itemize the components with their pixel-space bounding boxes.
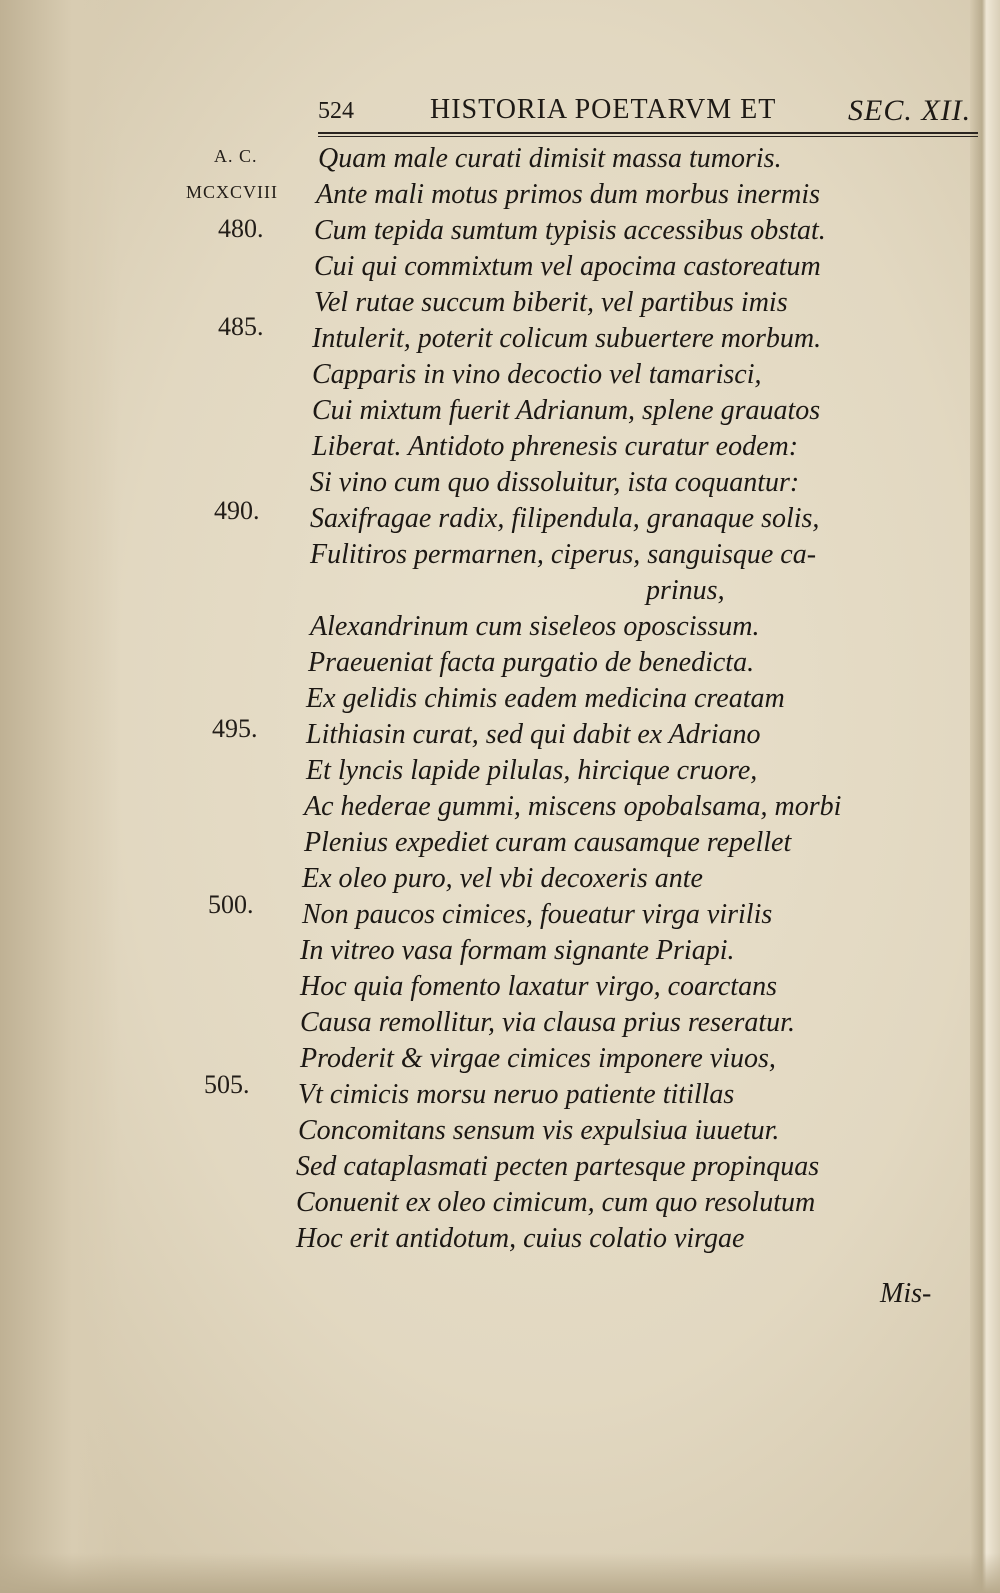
verse-line: Plenius expediet curam causamque repellet (304, 827, 792, 858)
verse-line: Ante mali motus primos dum morbus inermis (316, 179, 821, 210)
catchword: Mis- (880, 1278, 932, 1309)
margin-ac: A. C. (214, 146, 258, 166)
verse-line: Capparis in vino decoctio vel tamarisci, (312, 359, 762, 390)
verse-line: Sed cataplasmati pecten partesque propinquas (296, 1151, 820, 1182)
page-edge (970, 0, 1000, 1593)
line-number: 490. (214, 496, 260, 525)
verse-line: Cum tepida sumtum typisis accessibus obstat. (314, 215, 826, 246)
header-rule-thin (318, 136, 978, 137)
page-bottom-edge (0, 1553, 1000, 1593)
verse-line: Conuenit ex oleo cimicum, cum quo resolutum (296, 1187, 816, 1218)
verse-line: Cui mixtum fuerit Adrianum, splene grauatos (312, 395, 821, 426)
verse-line: Quam male curati dimisit massa tumoris. (318, 143, 782, 174)
verse-line: prinus, (646, 575, 725, 606)
verse-line: Ex oleo puro, vel vbi decoxeris ante (302, 863, 703, 894)
page-number: 524 (318, 98, 354, 124)
section-label: SEC. XII. (848, 94, 972, 127)
verse-line: Vt cimicis morsu neruo patiente titillas (298, 1079, 735, 1110)
line-number: 505. (204, 1070, 250, 1099)
line-number: 480. (218, 214, 264, 243)
verse-line: Praeueniat facta purgatio de benedicta. (308, 647, 755, 678)
verse-line: Fulitiros permarnen, ciperus, sanguisque ca- (310, 539, 817, 570)
verse-line: Hoc erit antidotum, cuius colatio virgae (296, 1223, 745, 1254)
page-gutter (0, 0, 120, 1593)
verse-line: Saxifragae radix, filipendula, granaque solis, (310, 503, 820, 534)
line-number: 485. (218, 312, 264, 341)
verse-line: Cui qui commixtum vel apocima castoreatum (314, 251, 821, 282)
verse-line: Non paucos cimices, foueatur virga virilis (302, 899, 773, 930)
verse-line: In vitreo vasa formam signante Priapi. (300, 935, 735, 966)
margin-year: MCXCVIII (186, 182, 278, 202)
verse-line: Alexandrinum cum siseleos oposcissum. (310, 611, 760, 642)
verse-line: Si vino cum quo dissoluitur, ista coquantur: (310, 467, 800, 498)
line-number: 500. (208, 890, 254, 919)
verse-line: Causa remollitur, via clausa prius reseratur. (300, 1007, 795, 1038)
verse-line: Ex gelidis chimis eadem medicina creatam (306, 683, 785, 714)
verse-line: Et lyncis lapide pilulas, hircique cruore, (306, 755, 758, 786)
verse-line: Concomitans sensum vis expulsiua iuuetur. (298, 1115, 780, 1146)
line-number: 495. (212, 714, 258, 743)
verse-line: Hoc quia fomento laxatur virgo, coarctans (300, 971, 777, 1002)
verse-line: Vel rutae succum biberit, vel partibus imis (314, 287, 788, 318)
verse-line: Proderit & virgae cimices imponere viuos, (300, 1043, 776, 1074)
running-header (318, 92, 973, 132)
verse-line: Liberat. Antidoto phrenesis curatur eodem: (312, 431, 799, 462)
verse-line: Intulerit, poterit colicum subuertere morbum. (312, 323, 822, 354)
running-title: HISTORIA POETARVM ET (430, 94, 777, 125)
verse-line: Lithiasin curat, sed qui dabit ex Adriano (306, 719, 761, 750)
header-rule (318, 132, 978, 134)
verse-line: Ac hederae gummi, miscens opobalsama, morbi (304, 791, 842, 822)
